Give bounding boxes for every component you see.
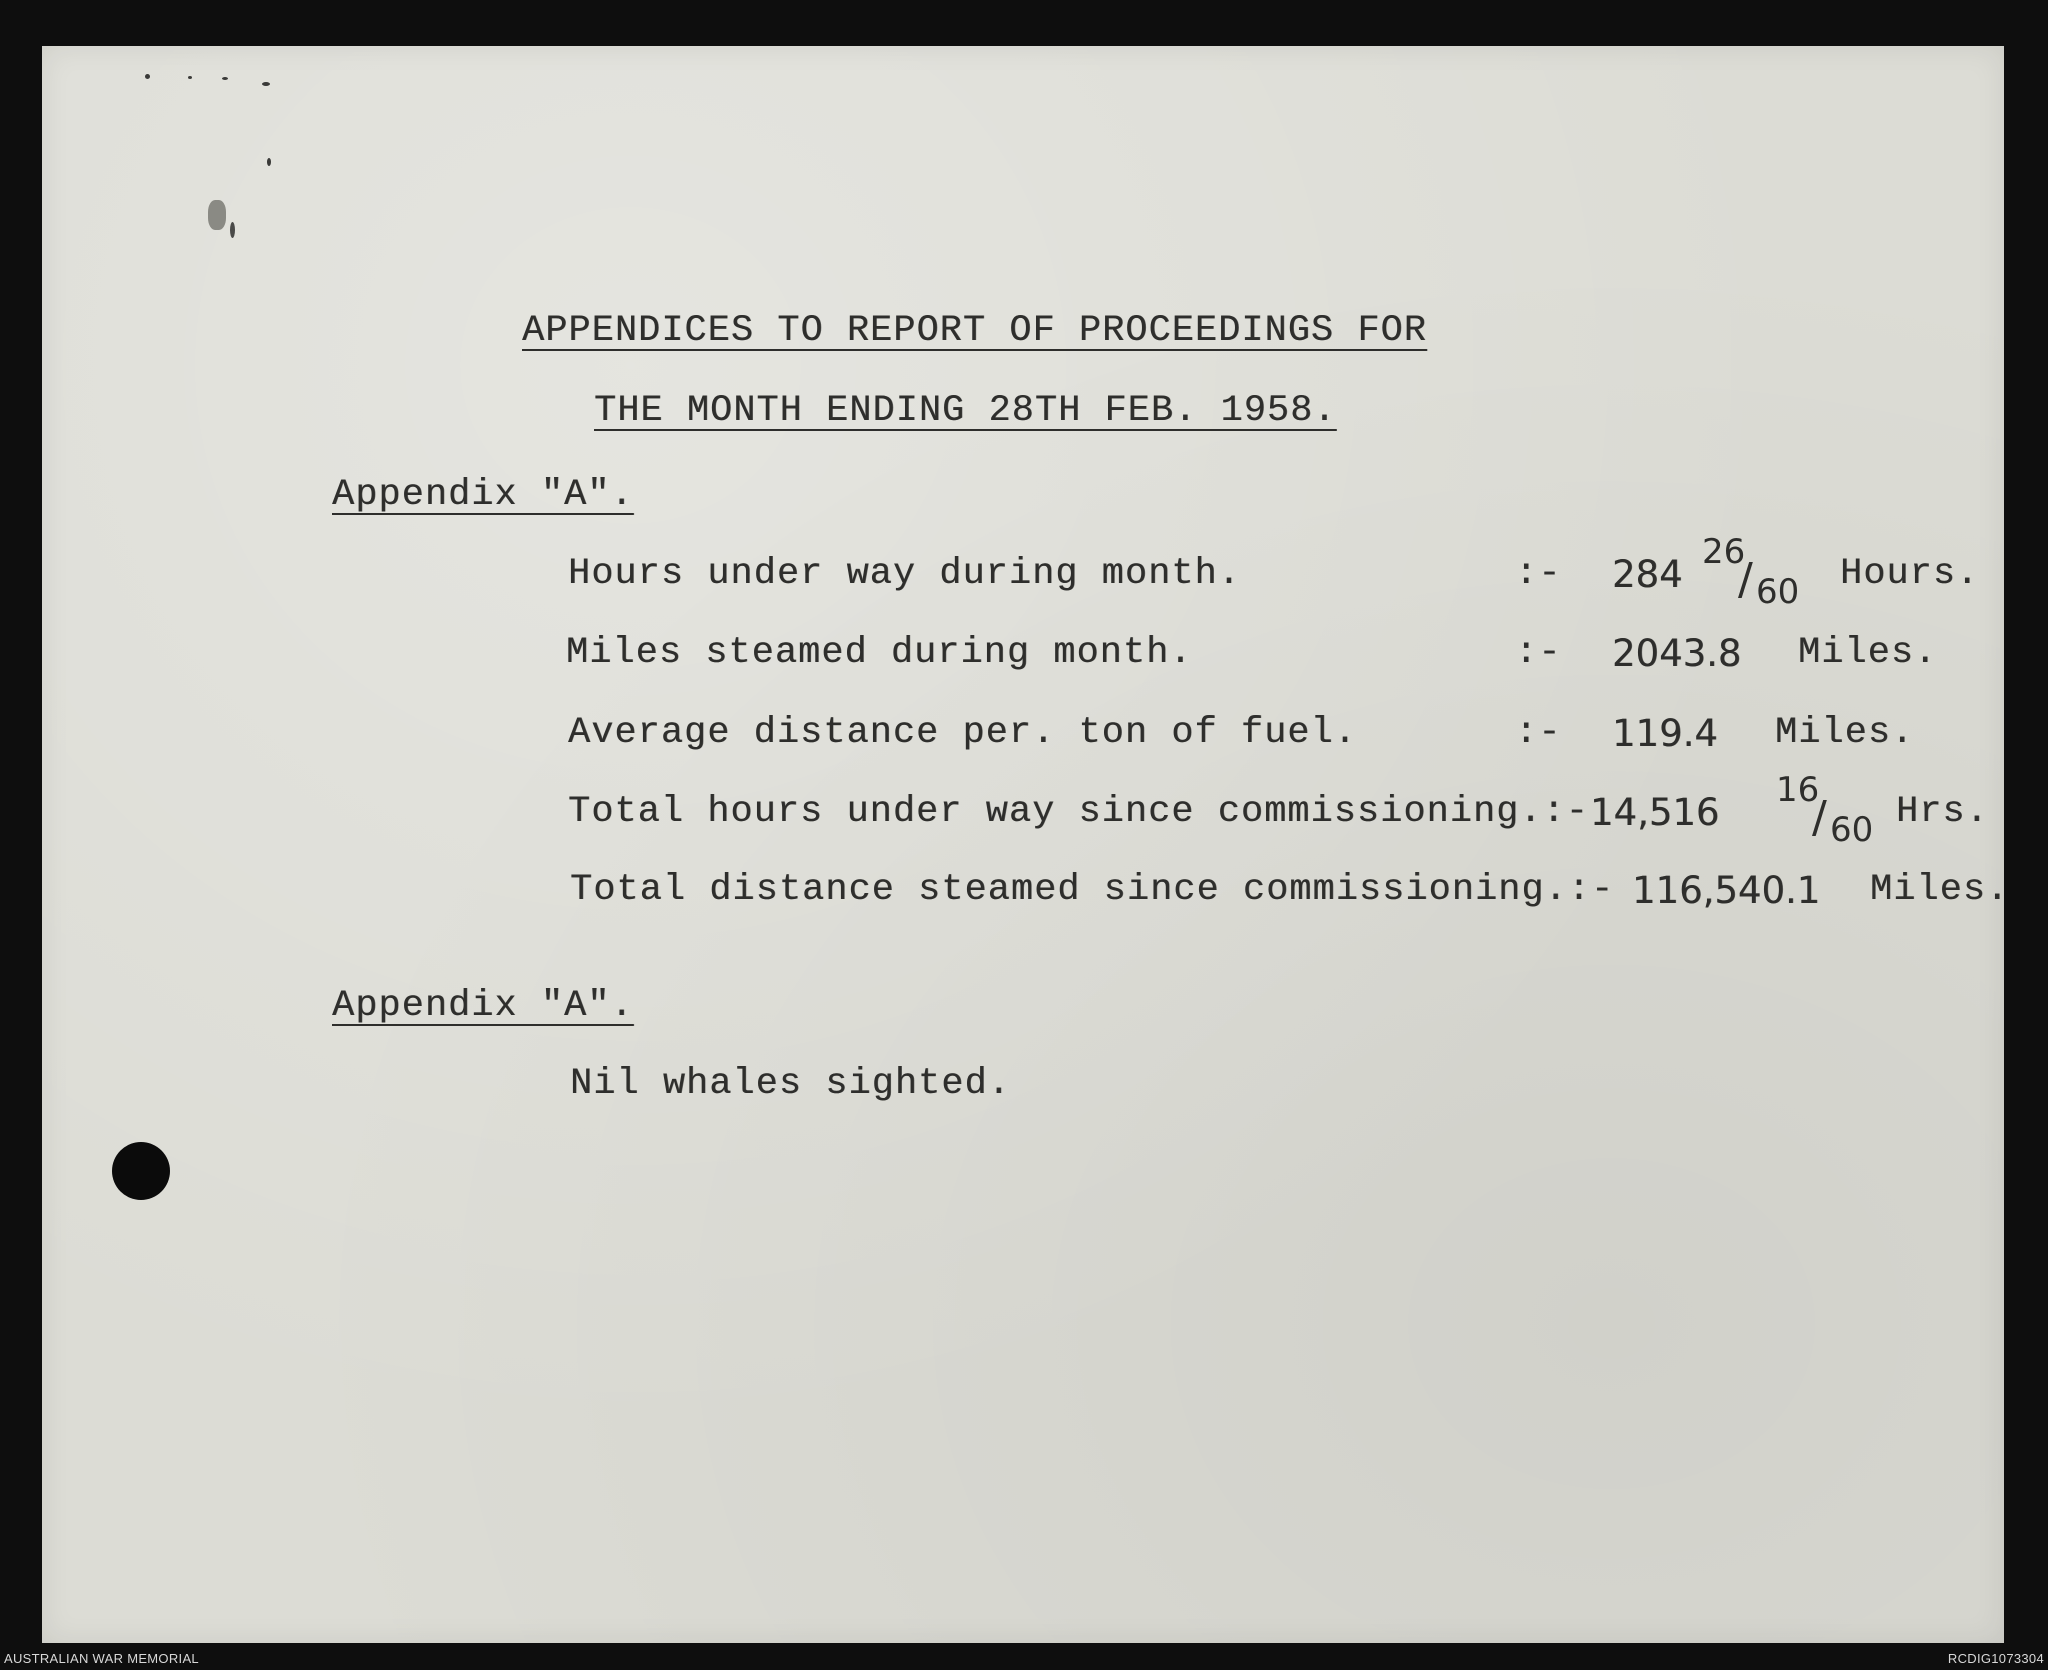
heading-line-2: THE MONTH ENDING 28TH FEB. 1958. [594,390,1337,432]
row-value: 284 [1612,553,1683,596]
row-unit: Hours. [1840,553,1980,595]
paper-damage-mark [208,200,226,230]
row-value: 119.4 [1612,712,1718,755]
appendix-b-text: Nil whales sighted. [570,1063,1011,1105]
punch-hole [112,1142,170,1200]
row-separator: :- [1515,712,1562,754]
fraction-numerator: 26 [1702,532,1746,572]
document-page [42,46,2004,1643]
fraction-slash: / [1738,554,1753,605]
appendix-a-title: Appendix "A". [332,474,634,516]
row-value: 14,516 [1590,791,1720,834]
footer-archive-name: AUSTRALIAN WAR MEMORIAL [4,1651,199,1666]
row-unit: Miles. [1775,712,1915,754]
row-label: Average distance per. ton of fuel. [568,712,1357,754]
row-label: Total hours under way since commissioning.:- [568,791,1589,833]
fraction-denominator: 60 [1830,810,1874,850]
paper-damage-mark [230,222,235,238]
paper-speck [145,74,150,79]
row-separator: :- [1515,632,1562,674]
row-separator: :- [1515,553,1562,595]
heading-line-1: APPENDICES TO REPORT OF PROCEEDINGS FOR [522,310,1427,352]
paper-speck [222,77,228,80]
paper-speck [188,76,192,79]
row-unit: Hrs. [1896,791,1989,833]
paper-speck [262,82,270,86]
row-label: Hours under way during month. [568,553,1241,595]
row-label: Miles steamed during month. [566,632,1193,674]
footer-item-id: RCDIG1073304 [1947,1651,2044,1666]
fraction-numerator: 16 [1776,770,1820,810]
row-value: 2043.8 [1612,632,1742,675]
fraction-slash: / [1812,792,1827,843]
row-value: 116,540.1 [1632,869,1821,912]
paper-speck [267,158,271,166]
row-unit: Miles. [1870,869,2010,911]
row-unit: Miles. [1798,632,1938,674]
appendix-b-title: Appendix "A". [332,985,634,1027]
fraction-denominator: 60 [1756,572,1800,612]
row-label: Total distance steamed since commissioning.:- [570,869,1615,911]
